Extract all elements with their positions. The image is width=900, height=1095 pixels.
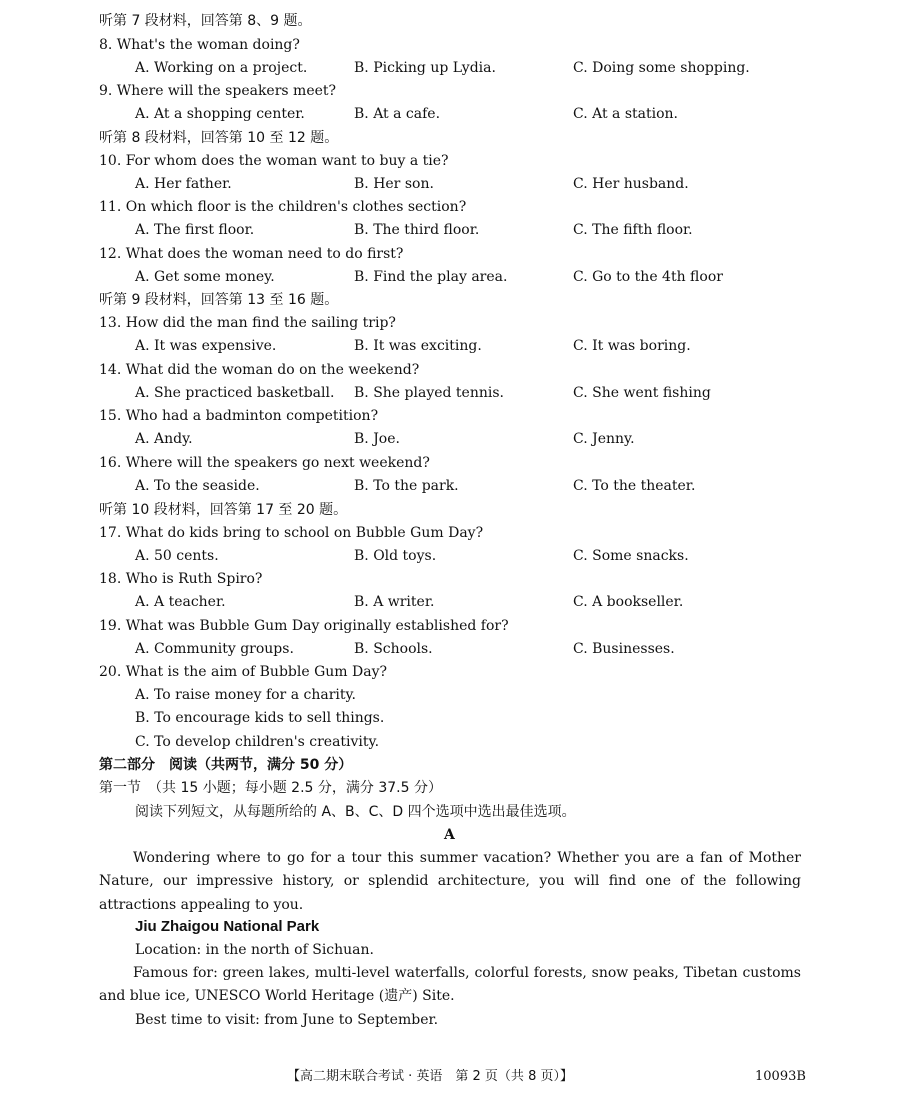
option-b: B. A writer. [354,594,435,610]
question-stem: 20. What is the aim of Bubble Gum Day? [99,664,387,680]
section-heading: 听第 7 段材料，回答第 8、9 题。 [99,13,312,29]
option-a: A. It was expensive. [135,338,277,354]
option-b: B. Her son. [354,176,434,192]
option-a: A. She practiced basketball. [135,385,335,401]
option-c: C. It was boring. [573,338,691,354]
question-stem: 15. Who had a badminton competition? [99,408,379,424]
section-heading: 听第 9 段材料，回答第 13 至 16 题。 [99,292,339,308]
part-title: 第二部分 阅读（共两节，满分 50 分） [99,757,353,773]
park-famous-for [99,962,801,1009]
question-stem: 16. Where will the speakers go next weekend? [99,455,430,471]
option-b: B. To the park. [354,478,459,494]
question-stem: 8. What's the woman doing? [99,37,300,53]
question-stem: 13. How did the man find the sailing trip? [99,315,396,331]
option-c: C. Some snacks. [573,548,689,564]
option-c: C. A bookseller. [573,594,684,610]
option-b: B. Find the play area. [354,269,508,285]
option-c: C. Businesses. [573,641,675,657]
option-a: A. Community groups. [135,641,294,657]
option-a: A. Working on a project. [135,60,308,76]
section-title: 第一节 （共 15 小题；每小题 2.5 分，满分 37.5 分） [99,780,442,796]
option-b: B. It was exciting. [354,338,482,354]
option-c: C. Go to the 4th floor [573,269,723,285]
question-stem: 18. Who is Ruth Spiro? [99,571,263,587]
option-c: C. To the theater. [573,478,696,494]
passage-intro [99,847,801,917]
option-b: B. At a cafe. [354,106,441,122]
option-b: B. Joe. [354,431,400,447]
section-heading: 听第 10 段材料，回答第 17 至 20 题。 [99,502,348,518]
option-a: A. Her father. [135,176,232,192]
question-stem: 9. Where will the speakers meet? [99,83,337,99]
option-c: C. Her husband. [573,176,689,192]
option-a: A. Andy. [135,431,193,447]
passage-label: A [444,827,455,843]
option-a: A. To the seaside. [135,478,260,494]
question-stem: 12. What does the woman need to do first? [99,246,404,262]
footer-code: 10093B [755,1069,806,1084]
park-location: Location: in the north of Sichuan. [135,942,374,958]
park-name: Jiu Zhaigou National Park [135,918,320,935]
option-a: A. 50 cents. [135,548,219,564]
option-a: A. At a shopping center. [135,106,305,122]
option-c: C. To develop children's creativity. [135,734,380,750]
option-b: B. Picking up Lydia. [354,60,496,76]
question-stem: 11. On which floor is the children's clothes section? [99,199,467,215]
option-c: C. Doing some shopping. [573,60,750,76]
option-b: B. Old toys. [354,548,437,564]
option-b: B. Schools. [354,641,433,657]
question-stem: 17. What do kids bring to school on Bubble Gum Day? [99,525,484,541]
option-c: C. She went fishing [573,385,711,401]
option-c: C. Jenny. [573,431,635,447]
passage-intro-text: Wondering where to go for a tour this summer vacation? Whether you are a fan of Mother Nature, our impressive history, or splendid architecture, you will find one of the following attractions appealing to you. [99,850,801,913]
option-c: C. At a station. [573,106,679,122]
option-a: A. The first floor. [135,222,255,238]
park-famous-for-text: Famous for: green lakes, multi-level waterfalls, colorful forests, snow peaks, Tibetan customs and blue ice, UNESCO World Heritage (遗产) Site. [99,965,801,1005]
option-a: A. A teacher. [135,594,226,610]
option-c: C. The fifth floor. [573,222,693,238]
footer-page-info: 【高二期末联合考试 · 英语 第 2 页（共 8 页）】 [287,1069,573,1084]
question-stem: 10. For whom does the woman want to buy a tie? [99,153,449,169]
park-best-time: Best time to visit: from June to September. [135,1012,439,1028]
option-a: A. Get some money. [135,269,275,285]
option-b: B. The third floor. [354,222,480,238]
option-a: A. To raise money for a charity. [135,687,356,703]
instruction: 阅读下列短文，从每题所给的 A、B、C、D 四个选项中选出最佳选项。 [135,804,576,820]
question-stem: 14. What did the woman do on the weekend? [99,362,420,378]
section-heading: 听第 8 段材料，回答第 10 至 12 题。 [99,130,339,146]
question-stem: 19. What was Bubble Gum Day originally established for? [99,618,509,634]
option-b: B. She played tennis. [354,385,504,401]
option-b: B. To encourage kids to sell things. [135,710,385,726]
